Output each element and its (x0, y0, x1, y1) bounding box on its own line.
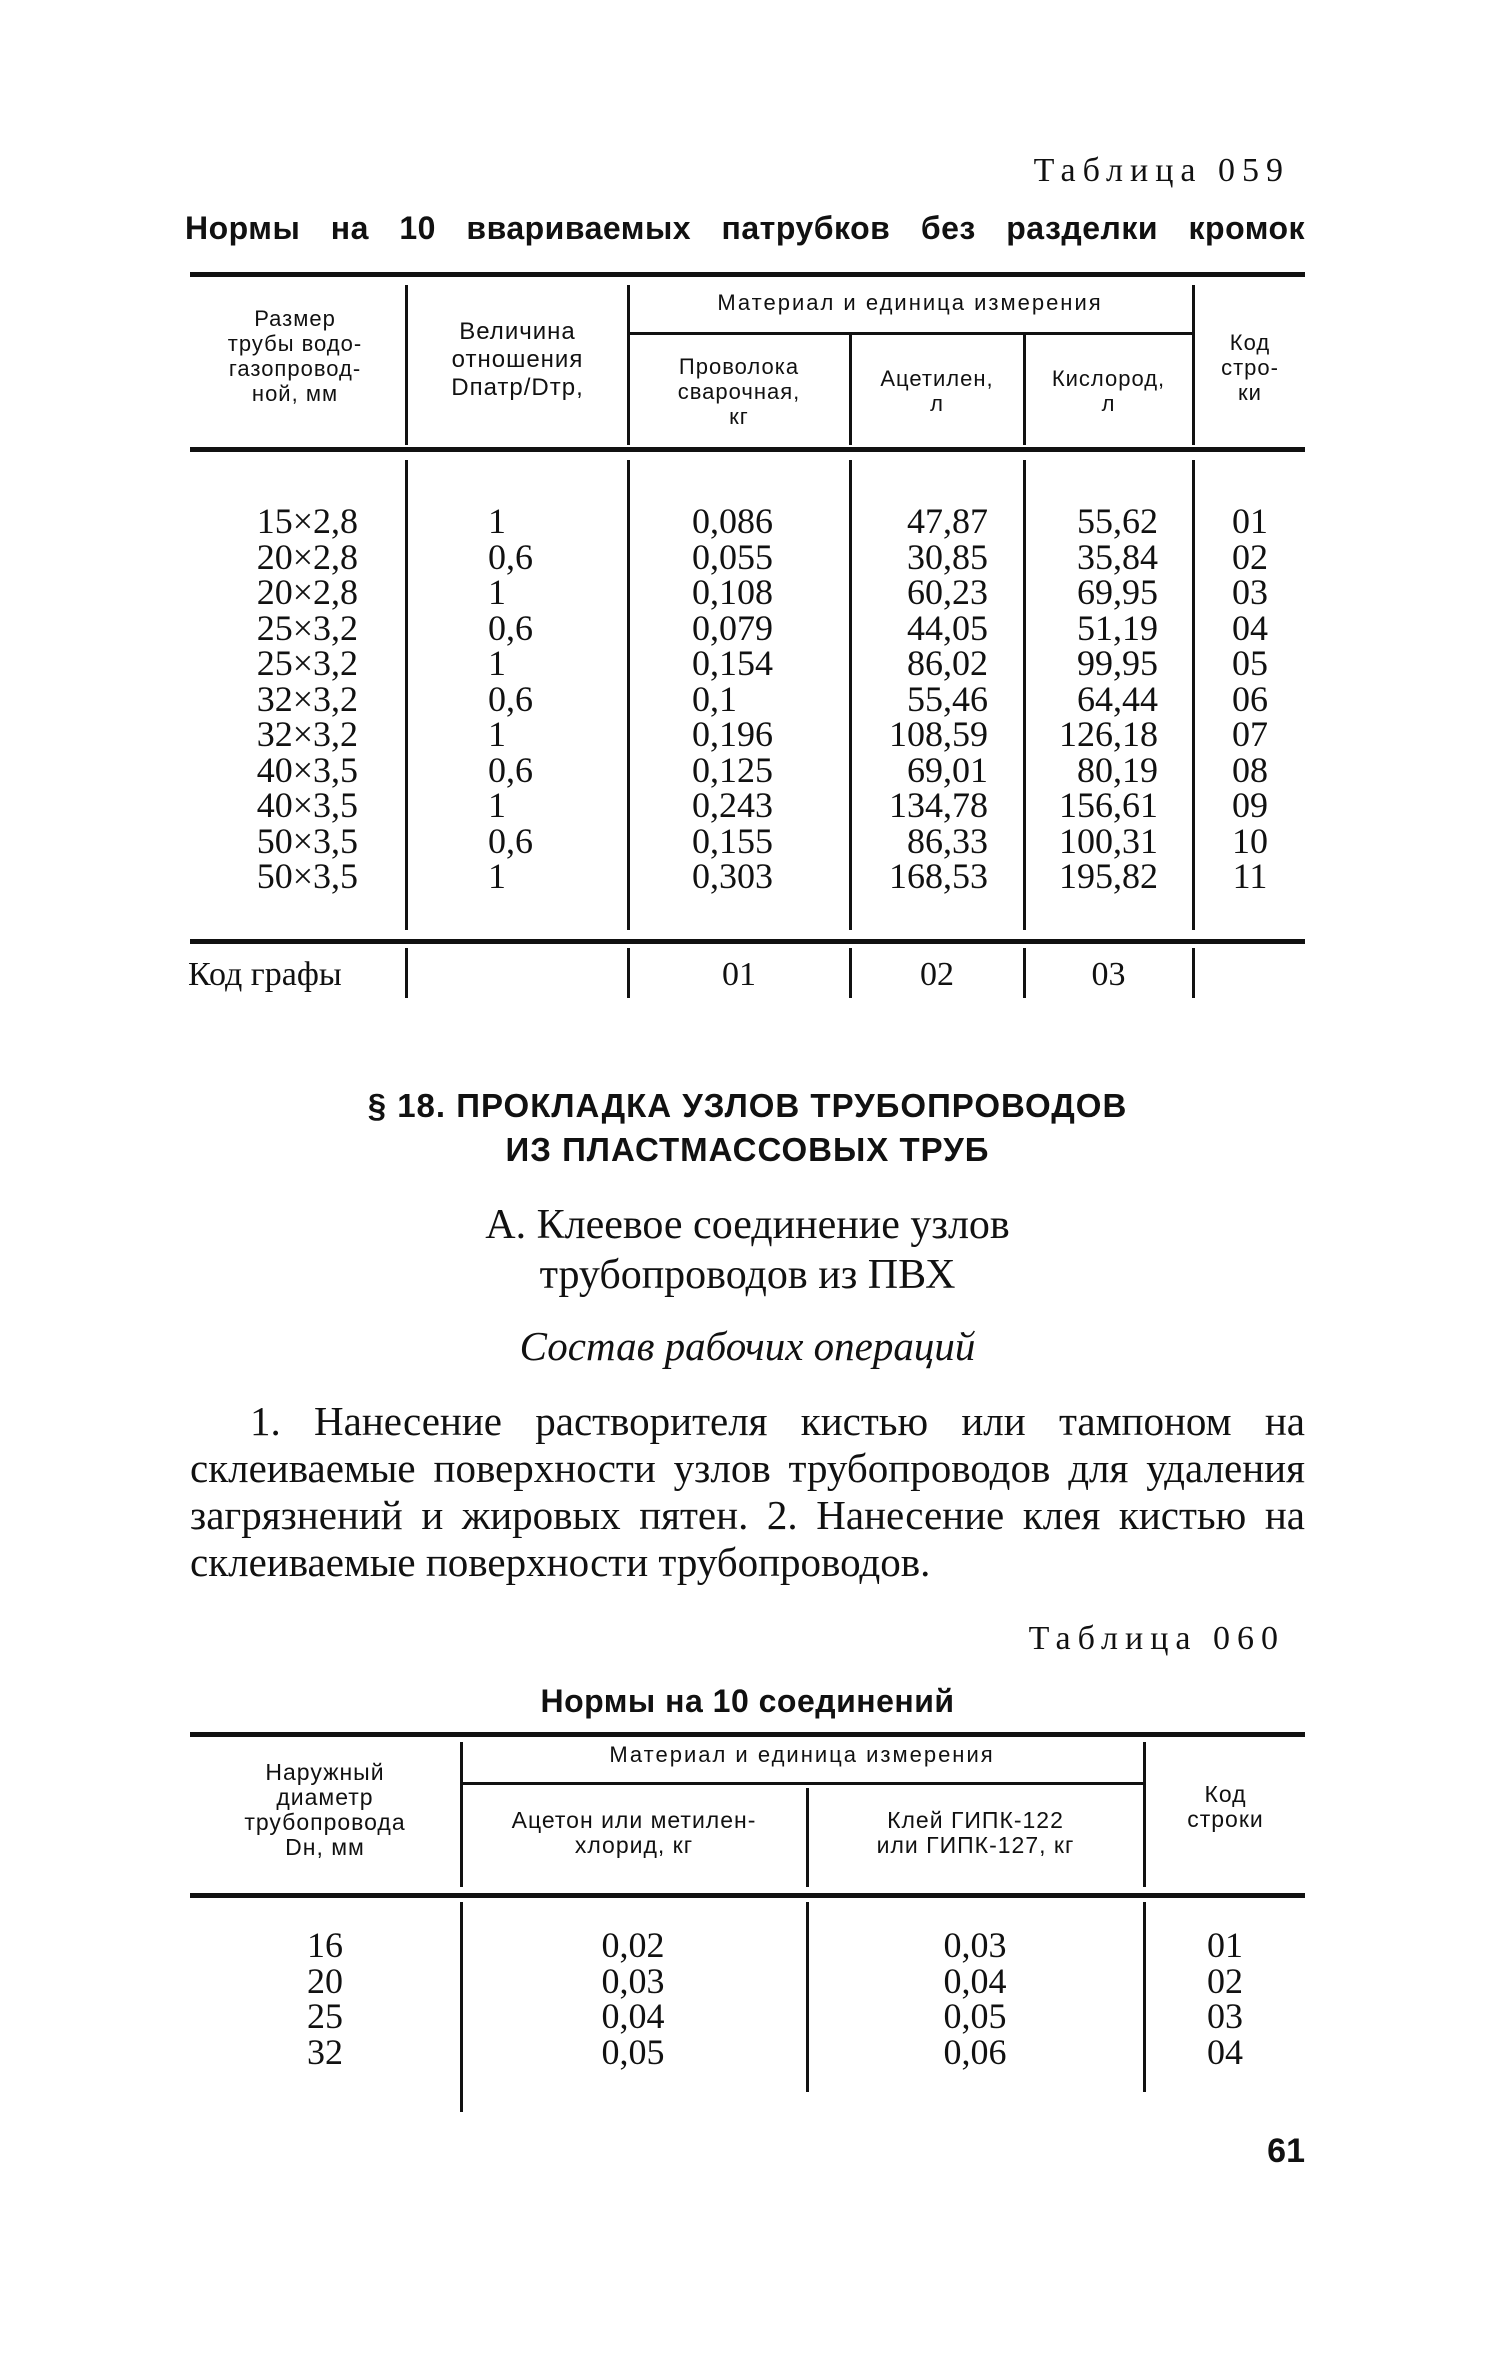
column-size (190, 501, 358, 896)
table-cell: 60,23 (907, 572, 988, 612)
table-cell: 07 (1232, 714, 1268, 754)
table-cell: 134,78 (889, 785, 988, 825)
table-cell: 51,19 (1077, 607, 1158, 648)
footer-label: Код графы (188, 956, 342, 993)
header-wire: Проволока сварочная, кг (677, 354, 801, 429)
section-subheading: А. Клеевое соединение узлов трубопроводов из ПВХ (485, 1202, 1010, 1298)
table-cell: 01 (1232, 501, 1268, 541)
table-cell: 1 (488, 714, 506, 754)
table-060-label: Таблица 060 (1028, 1620, 1285, 1657)
table-cell: 0,6 (488, 820, 533, 861)
header-material-060: Материал и единица измерения (609, 1742, 995, 1767)
column-oxygen (1030, 501, 1158, 896)
table-cell: 09 (1232, 785, 1268, 825)
table-cell: 30,85 (907, 536, 988, 577)
table-cell: 44,05 (907, 607, 988, 648)
table-cell: 50×3,5 (256, 820, 358, 861)
table-cell: 16 (307, 1925, 343, 1965)
table-cell: 32×3,2 (256, 714, 358, 754)
table-cell: 1 (488, 856, 506, 896)
table-cell: 108,59 (889, 714, 988, 754)
table-cell: 0,6 (488, 607, 533, 648)
table-cell: 0,196 (692, 714, 773, 754)
footer-col2: 02 (920, 956, 954, 993)
table-cell: 02 (1207, 1960, 1243, 2001)
table-cell: 10 (1232, 820, 1268, 861)
column-code (1200, 501, 1300, 896)
table-cell: 11 (1232, 856, 1268, 896)
table-cell: 1 (488, 643, 506, 683)
table-cell: 04 (1207, 2031, 1243, 2072)
table-cell: 03 (1232, 572, 1268, 612)
table-cell: 195,82 (1059, 856, 1158, 896)
footer-col1: 01 (722, 956, 756, 993)
table-cell: 0,04 (601, 1996, 665, 2036)
column-ratio (488, 501, 608, 896)
column-code-060 (1170, 1925, 1280, 2072)
header-ratio: Величина отношения Dпатр/Dтр, (451, 318, 584, 401)
table-cell: 99,95 (1077, 643, 1158, 683)
table-cell: 0,155 (692, 820, 773, 861)
table-cell: 25×3,2 (256, 607, 358, 648)
table-cell: 0,108 (692, 572, 773, 612)
page-number: 61 (1267, 2132, 1305, 2170)
header-material: Материал и единица измерения (717, 290, 1103, 315)
table-cell: 0,03 (601, 1960, 665, 2001)
table-cell: 05 (1232, 643, 1268, 683)
column-acetylene (860, 501, 988, 896)
header-code-060: Код строки (1187, 1781, 1264, 1832)
table-cell: 69,01 (907, 749, 988, 790)
table-cell: 47,87 (907, 501, 988, 541)
table-cell: 55,62 (1077, 501, 1158, 541)
table-cell: 100,31 (1059, 820, 1158, 861)
table-059-title: Нормы на 10 ввариваемых патрубков без разделки кромок (185, 210, 1305, 246)
table-cell: 0,6 (488, 749, 533, 790)
table-cell: 03 (1207, 1996, 1243, 2036)
table-cell: 25×3,2 (256, 643, 358, 683)
table-cell: 32 (307, 2031, 343, 2072)
table-cell: 69,95 (1077, 572, 1158, 612)
table-cell: 04 (1232, 607, 1268, 648)
table-cell: 86,33 (907, 820, 988, 861)
table-cell: 01 (1207, 1925, 1243, 1965)
header-glue: Клей ГИПК-122 или ГИПК-127, кг (876, 1807, 1075, 1858)
header-diameter: Наружный диаметр трубопровода Dн, мм (244, 1759, 406, 1860)
section-heading: § 18. ПРОКЛАДКА УЗЛОВ ТРУБОПРОВОДОВ ИЗ ПЛАСТМАССОВЫХ ТРУБ (367, 1087, 1128, 1168)
column-diameter (270, 1925, 380, 2072)
table-cell: 25 (307, 1996, 343, 2036)
table-cell: 1 (488, 572, 506, 612)
table-cell: 0,086 (692, 501, 773, 541)
table-cell: 0,06 (943, 2031, 1007, 2072)
table-cell: 15×2,8 (256, 501, 358, 541)
header-oxygen: Кислород, л (1051, 366, 1166, 416)
header-size: Размер трубы водо- газопровод- ной, мм (227, 306, 363, 406)
table-cell: 0,04 (943, 1960, 1007, 2001)
footer-col3: 03 (1091, 956, 1126, 993)
table-cell: 0,6 (488, 536, 533, 577)
table-cell: 1 (488, 785, 506, 825)
table-cell: 20 (307, 1960, 343, 2001)
table-cell: 0,03 (943, 1925, 1007, 1965)
table-cell: 156,61 (1059, 785, 1158, 825)
operations-title: Состав рабочих операций (519, 1323, 976, 1369)
table-cell: 0,125 (692, 749, 773, 790)
table-cell: 0,05 (601, 2031, 665, 2072)
column-wire (692, 501, 832, 896)
table-cell: 20×2,8 (256, 536, 358, 577)
table-cell: 02 (1232, 536, 1268, 577)
table-cell: 40×3,5 (256, 749, 358, 790)
table-cell: 0,05 (943, 1996, 1007, 2036)
table-060-title: Нормы на 10 соединений (540, 1683, 955, 1719)
header-acetone: Ацетон или метилен- хлорид, кг (511, 1807, 757, 1858)
table-cell: 0,079 (692, 607, 773, 648)
table-cell: 0,154 (692, 643, 773, 683)
table-059-label: Таблица 059 (1033, 152, 1290, 189)
table-cell: 06 (1232, 678, 1268, 719)
table-cell: 0,1 (692, 678, 737, 719)
table-cell: 86,02 (907, 643, 988, 683)
table-cell: 1 (488, 501, 506, 541)
table-cell: 40×3,5 (256, 785, 358, 825)
table-cell: 55,46 (907, 678, 988, 719)
table-cell: 0,055 (692, 536, 773, 577)
header-code: Код стро- ки (1221, 330, 1279, 405)
table-cell: 0,243 (692, 785, 773, 825)
table-cell: 20×2,8 (256, 572, 358, 612)
table-cell: 32×3,2 (256, 678, 358, 719)
column-glue (905, 1925, 1045, 2072)
table-cell: 08 (1232, 749, 1268, 790)
table-cell: 35,84 (1077, 536, 1158, 577)
table-cell: 168,53 (889, 856, 988, 896)
table-cell: 64,44 (1077, 678, 1158, 719)
operations-paragraph: 1. Нанесение растворителя кистью или тампоном на склеиваемые поверхности узлов трубопроводов для удаления загрязнений и жировых пятен. 2. Нанесение клея кистью на склеиваемые поверхности трубопроводов. (190, 1398, 1305, 1585)
table-cell: 50×3,5 (256, 856, 358, 896)
table-cell: 0,6 (488, 678, 533, 719)
table-cell: 0,02 (601, 1925, 665, 1965)
header-acetylene: Ацетилен, л (880, 366, 994, 416)
table-cell: 126,18 (1059, 714, 1158, 754)
table-cell: 0,303 (692, 856, 773, 896)
table-cell: 80,19 (1077, 749, 1158, 790)
column-acetone (563, 1925, 703, 2072)
